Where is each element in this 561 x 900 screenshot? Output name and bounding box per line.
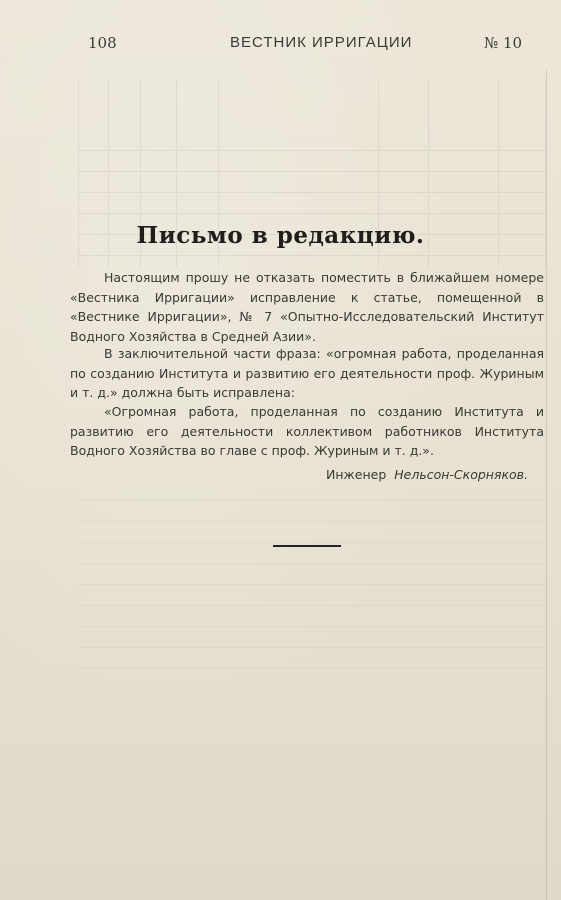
letter-title: Письмо в редакцию. <box>136 222 425 249</box>
journal-title: ВЕСТНИК ИРРИГАЦИИ <box>230 34 413 51</box>
bleed-through-lower <box>78 480 546 860</box>
page-number: 108 <box>88 34 117 52</box>
paragraph-correction-intro: В заключительной части фраза: «огромная работа, проделанная по созданию Института и развитию его деятельности проф. Журиным и т. д.» должна быть исправлена: <box>70 346 544 400</box>
signature-name: Нельсон-Скорняков. <box>394 467 529 482</box>
paragraph-request: Настоящим прошу не отказать поместить в ближайшем номере «Вестника Ирригации» исправление к статье, помещенной в «Вестнике Ирригации», № 7 «Опытно-Исследовательский Институт Водного Хозяйства в Средней Азии». <box>70 270 544 344</box>
page-edge-line <box>546 70 547 900</box>
issue-number: № 10 <box>484 34 523 52</box>
signature-role: Инженер <box>326 467 387 482</box>
paragraph-corrected-phrase: «Огромная работа, проделанная по созданию Института и развитию его деятельности коллективом работников Института Водного Хозяйства во главе с проф. Журиным и т. д.». <box>70 404 544 458</box>
running-header <box>0 34 561 56</box>
signature <box>326 467 528 482</box>
closing-rule <box>273 545 341 547</box>
